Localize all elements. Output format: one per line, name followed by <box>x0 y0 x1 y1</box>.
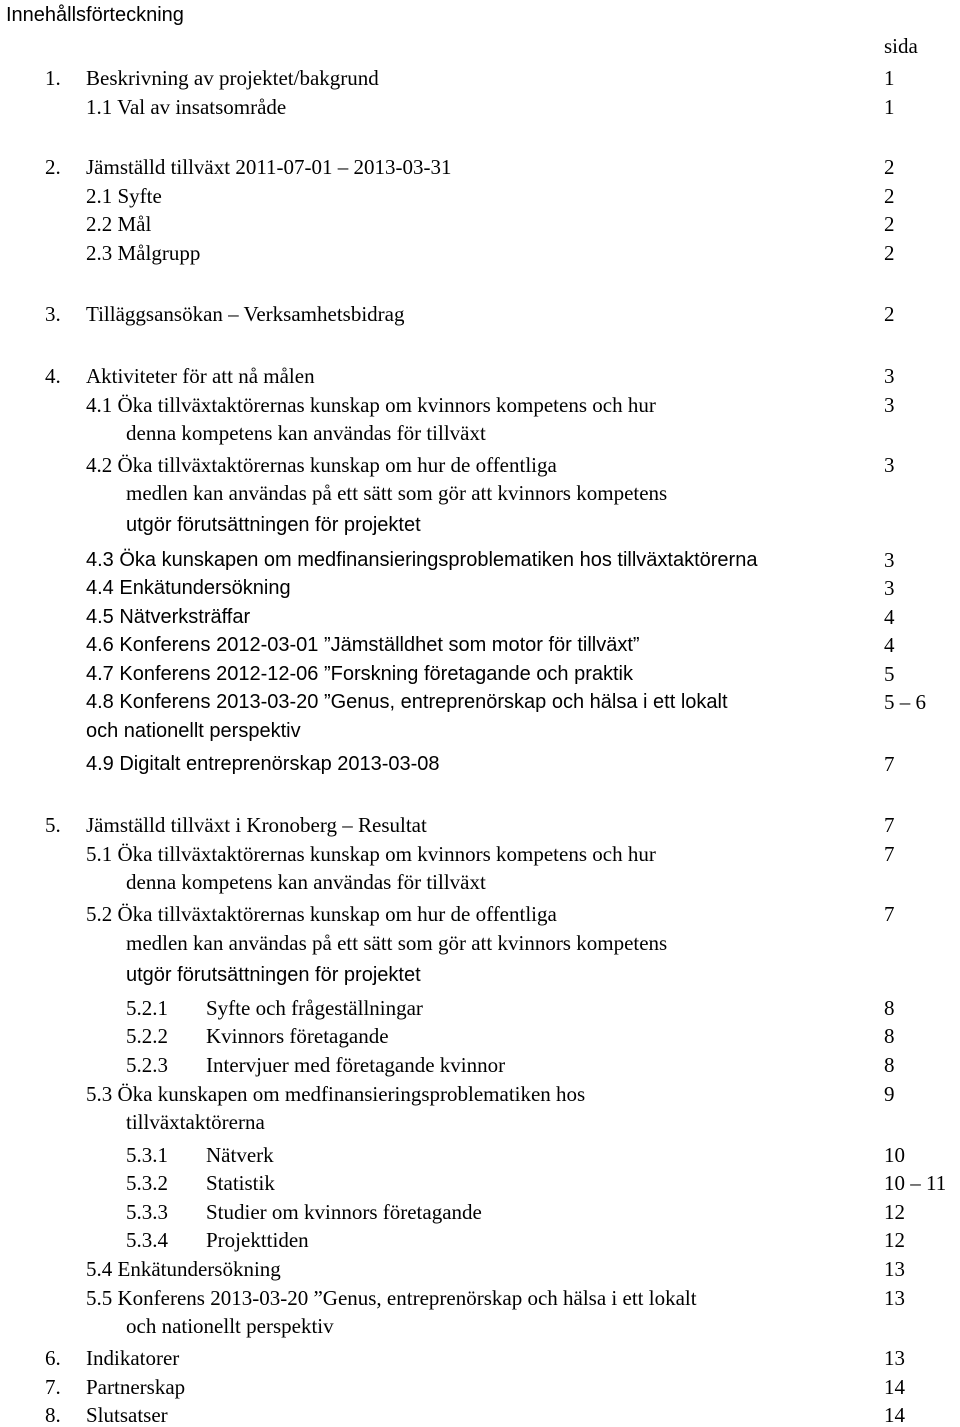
toc-entry-title: 5.1 Öka tillväxtaktörernas kunskap om kvinnors kompetens och hur <box>86 842 656 866</box>
toc-page-number: 7 <box>884 813 895 837</box>
toc-entry-title: och nationellt perspektiv <box>86 720 301 742</box>
toc-entry-title: 2.3 Målgrupp <box>86 241 201 265</box>
toc-page-number: 7 <box>884 842 895 866</box>
toc-entry-title: Studier om kvinnors företagande <box>206 1200 482 1224</box>
toc-entry-title: tillväxtaktörerna <box>126 1110 265 1134</box>
toc-entry-title: 2.2 Mål <box>86 212 152 236</box>
toc-entry-title: 4.4 Enkätundersökning <box>86 577 291 599</box>
toc-entry-title: 4.8 Konferens 2013-03-20 ”Genus, entreprenörskap och hälsa i ett lokalt <box>86 691 728 713</box>
toc-entry-title: utgör förutsättningen för projektet <box>126 514 421 536</box>
toc-entry-title: 5.2 Öka tillväxtaktörernas kunskap om hur de offentliga <box>86 902 557 926</box>
toc-entry-number: 5.3.4 <box>126 1228 168 1252</box>
toc-entry-number: 8. <box>45 1403 61 1427</box>
toc-entry-title: Intervjuer med företagande kvinnor <box>206 1053 506 1077</box>
toc-page-number: 12 <box>884 1228 905 1252</box>
toc-page-number: 8 <box>884 1024 895 1048</box>
toc-page-number: 2 <box>884 241 895 265</box>
toc-entry-title: 5.4 Enkätundersökning <box>86 1257 281 1281</box>
toc-entry-title: 4.6 Konferens 2012-03-01 ”Jämställdhet som motor för tillväxt” <box>86 634 640 656</box>
toc-page-number: 3 <box>884 576 895 600</box>
toc-entry-title: 4.5 Nätverksträffar <box>86 606 251 628</box>
toc-page-number: 12 <box>884 1200 905 1224</box>
toc-entry-title: och nationellt perspektiv <box>126 1314 334 1338</box>
toc-entry-number: 3. <box>45 302 61 326</box>
toc-page-number: 8 <box>884 996 895 1020</box>
toc-entry-title: Statistik <box>206 1171 275 1195</box>
toc-entry-title: Indikatorer <box>86 1346 180 1370</box>
toc-entry-title: 4.7 Konferens 2012-12-06 ”Forskning företagande och praktik <box>86 663 634 685</box>
toc-entry-number: 1. <box>45 66 61 90</box>
toc-page-number: 3 <box>884 393 895 417</box>
toc-entry-title: 4.9 Digitalt entreprenörskap 2013-03-08 <box>86 753 440 775</box>
toc-page-number: 2 <box>884 184 895 208</box>
toc-entry-title: medlen kan användas på ett sätt som gör att kvinnors kompetens <box>126 481 668 505</box>
toc-page-number: 2 <box>884 212 895 236</box>
toc-page-number: 5 <box>884 662 895 686</box>
toc-entry-title: Beskrivning av projektet/bakgrund <box>86 66 379 90</box>
toc-entry-title: Syfte och frågeställningar <box>206 996 423 1020</box>
toc-page-number: 3 <box>884 364 895 388</box>
toc-entry-title: 4.1 Öka tillväxtaktörernas kunskap om kvinnors kompetens och hur <box>86 393 656 417</box>
toc-entry-title: Jämställd tillväxt 2011-07-01 – 2013-03-31 <box>86 155 452 179</box>
toc-entry-number: 5.2.1 <box>126 996 168 1020</box>
toc-entry-title: Tilläggsansökan – Verksamhetsbidrag <box>86 302 405 326</box>
toc-page-number: 13 <box>884 1257 905 1281</box>
toc-page-number: 14 <box>884 1375 905 1399</box>
toc-page-number: 4 <box>884 633 895 657</box>
toc-page-number: 3 <box>884 548 895 572</box>
toc-entry-title: Nätverk <box>206 1143 274 1167</box>
toc-page-number: 9 <box>884 1082 895 1106</box>
toc-entry-title: 2.1 Syfte <box>86 184 162 208</box>
toc-page-number: 8 <box>884 1053 895 1077</box>
toc-entry-title: 4.2 Öka tillväxtaktörernas kunskap om hur de offentliga <box>86 453 557 477</box>
toc-page-number: 4 <box>884 605 895 629</box>
toc-entry-number: 6. <box>45 1346 61 1370</box>
toc-page-number: 13 <box>884 1286 905 1310</box>
toc-page-number: 7 <box>884 902 895 926</box>
toc-page-number: 10 – 11 <box>884 1171 947 1195</box>
toc-page-number: 1 <box>884 66 895 90</box>
toc-page-number: 13 <box>884 1346 905 1370</box>
toc-page-number: 5 – 6 <box>884 690 926 714</box>
toc-entry-number: 5. <box>45 813 61 837</box>
toc-page-number: 3 <box>884 453 895 477</box>
toc-entry-title: denna kompetens kan användas för tillväxt <box>126 870 486 894</box>
toc-entry-number: 5.2.3 <box>126 1053 168 1077</box>
toc-page-number: 7 <box>884 752 895 776</box>
toc-entry-title: Slutsatser <box>86 1403 168 1427</box>
toc-entry-title: 5.5 Konferens 2013-03-20 ”Genus, entreprenörskap och hälsa i ett lokalt <box>86 1286 697 1310</box>
toc-entry-title: Partnerskap <box>86 1375 186 1399</box>
toc-entry-title: 4.3 Öka kunskapen om medfinansieringsproblematiken hos tillväxtaktörerna <box>86 549 758 571</box>
toc-entry-title: 1.1 Val av insatsområde <box>86 95 287 119</box>
toc-entry-title: Kvinnors företagande <box>206 1024 389 1048</box>
toc-entry-title: medlen kan användas på ett sätt som gör att kvinnors kompetens <box>126 931 668 955</box>
toc-entry-number: 5.3.1 <box>126 1143 168 1167</box>
toc-entry-title: utgör förutsättningen för projektet <box>126 964 421 986</box>
page-column-header: sida <box>884 34 918 58</box>
toc-entry-number: 2. <box>45 155 61 179</box>
toc-entry-number: 7. <box>45 1375 61 1399</box>
toc-entry-title: denna kompetens kan användas för tillväxt <box>126 421 486 445</box>
toc-page-number: 2 <box>884 302 895 326</box>
toc-page-number: 10 <box>884 1143 905 1167</box>
toc-entry-number: 5.3.2 <box>126 1171 168 1195</box>
toc-page-number: 14 <box>884 1403 905 1427</box>
toc-entry-title: Aktiviteter för att nå målen <box>86 364 315 388</box>
page-title: Innehållsförteckning <box>6 4 184 26</box>
toc-entry-title: Projekttiden <box>206 1228 309 1252</box>
toc-entry-title: 5.3 Öka kunskapen om medfinansieringsproblematiken hos <box>86 1082 586 1106</box>
toc-page-number: 1 <box>884 95 895 119</box>
toc-entry-number: 5.3.3 <box>126 1200 168 1224</box>
toc-entry-title: Jämställd tillväxt i Kronoberg – Resultat <box>86 813 427 837</box>
toc-entry-number: 5.2.2 <box>126 1024 168 1048</box>
toc-page-number: 2 <box>884 155 895 179</box>
toc-entry-number: 4. <box>45 364 61 388</box>
